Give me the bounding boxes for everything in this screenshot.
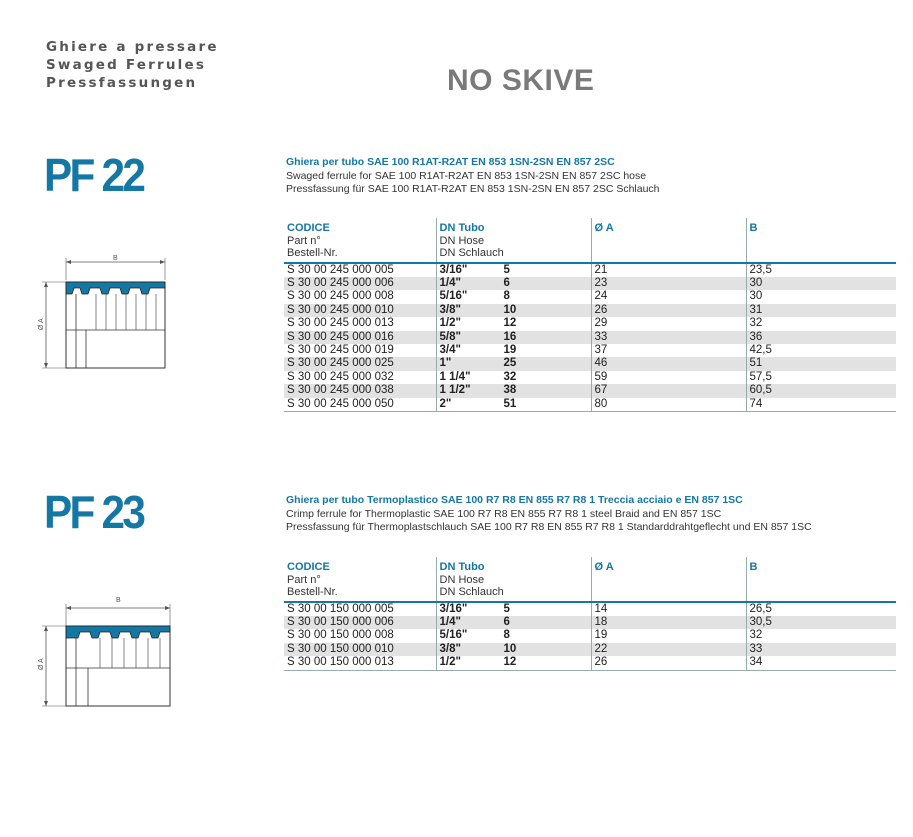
cell-part-number: S 30 00 150 000 008 xyxy=(284,629,436,642)
dimension-dia-a-label: Ø A xyxy=(38,318,45,330)
table-row xyxy=(284,304,896,317)
page-title: NO SKIVE xyxy=(447,64,595,97)
cell-dn xyxy=(436,277,591,290)
column-header-dia-a: Ø A xyxy=(591,557,746,602)
cell-b: 42,5 xyxy=(749,343,772,356)
cell-dn-size: 5 xyxy=(503,602,510,615)
description-italian: Ghiera per tubo SAE 100 R1AT-R2AT EN 853 1SN-2SN EN 857 2SC xyxy=(286,156,615,168)
cell-dia-a: 80 xyxy=(591,398,746,412)
cell-dia-a: 14 xyxy=(591,602,746,616)
cell-dn-size: 51 xyxy=(503,397,517,410)
table-row xyxy=(284,602,896,616)
dimension-b-label: B xyxy=(113,255,118,262)
cell-part-number: S 30 00 245 000 013 xyxy=(284,317,436,330)
table-row xyxy=(284,263,896,277)
description-german: Pressfassung für Thermoplastschlauch SAE 100 R7 R8 EN 855 R7 R8 1 Standarddrahtgeflecht und EN 857 1SC xyxy=(286,521,812,533)
table-header-row xyxy=(284,557,896,602)
cell-dn-size: 10 xyxy=(503,303,517,316)
cell-dia-a: 46 xyxy=(591,357,746,370)
cell-b: 51 xyxy=(749,357,763,370)
cell-b: 36 xyxy=(749,330,763,343)
cell-dn-size: 8 xyxy=(503,290,510,303)
cell-dia-a: 33 xyxy=(591,331,746,344)
cell-b: 23,5 xyxy=(749,263,772,276)
column-header-codice: CODICE Part n° Bestell-Nr. xyxy=(284,557,436,602)
cell-dn xyxy=(436,331,591,344)
table-row xyxy=(284,331,896,344)
cell-part-number: S 30 00 245 000 016 xyxy=(284,331,436,344)
cell-dia-a: 26 xyxy=(591,304,746,317)
cell-dn xyxy=(436,616,591,629)
cell-b: 60,5 xyxy=(749,384,772,397)
table-row xyxy=(284,384,896,397)
header-line-english: Swaged Ferrules xyxy=(46,57,207,73)
cell-part-number: S 30 00 245 000 050 xyxy=(284,398,436,412)
cell-dn-inch: 1/4" xyxy=(439,276,461,289)
cell-dia-a: 29 xyxy=(591,317,746,330)
header-titles xyxy=(46,38,219,92)
cell-b: 30,5 xyxy=(749,615,772,628)
cell-b: 32 xyxy=(749,317,763,330)
cell-b: 33 xyxy=(749,642,763,655)
cell-part-number: S 30 00 150 000 010 xyxy=(284,643,436,656)
cell-dia-a: 21 xyxy=(591,263,746,277)
cell-part-number: S 30 00 245 000 008 xyxy=(284,290,436,303)
cell-b: 26,5 xyxy=(749,602,772,615)
column-header-b: B xyxy=(749,222,758,234)
description-italian: Ghiera per tubo Termoplastico SAE 100 R7 R8 EN 855 R7 R8 1 Treccia acciaio e EN 857 1SC xyxy=(286,494,743,506)
table-header-row xyxy=(284,218,896,263)
cell-part-number: S 30 00 245 000 038 xyxy=(284,384,436,397)
cell-dia-a: 18 xyxy=(591,616,746,629)
column-header-dn: DN Tubo DN Hose DN Schlauch xyxy=(436,557,591,602)
ferrule-drawing-pf23 xyxy=(30,588,180,713)
cell-dn-inch: 5/16" xyxy=(439,629,468,642)
dimension-dia-a-label: Ø A xyxy=(38,658,45,670)
column-header-dia-a: Ø A xyxy=(591,218,746,263)
cell-dia-a: 37 xyxy=(591,344,746,357)
column-header-codice: CODICE Part n° Bestell-Nr. xyxy=(284,218,436,263)
cell-dn-inch: 5/8" xyxy=(439,330,461,343)
cell-dn-size: 6 xyxy=(503,615,510,628)
header-line-german: Pressfassungen xyxy=(46,75,198,91)
cell-dn xyxy=(436,290,591,303)
description-english: Crimp ferrule for Thermoplastic SAE 100 R7 R8 EN 855 R7 R8 1 steel Braid and EN 857 1SC xyxy=(286,507,722,520)
cell-dn xyxy=(436,304,591,317)
cell-dn-inch: 3/8" xyxy=(439,642,461,655)
cell-part-number: S 30 00 150 000 006 xyxy=(284,616,436,629)
cell-dn-size: 12 xyxy=(503,656,517,669)
table-row xyxy=(284,656,896,670)
cell-dn-inch: 3/8" xyxy=(439,303,461,316)
cell-dn-size: 5 xyxy=(503,263,510,276)
header-line-italian: Ghiere a pressare xyxy=(46,39,219,55)
cell-dn-inch: 2" xyxy=(439,397,452,410)
cell-dn xyxy=(436,263,591,277)
cell-dn xyxy=(436,384,591,397)
cell-dn xyxy=(436,357,591,370)
table-row xyxy=(284,616,896,629)
cell-part-number: S 30 00 245 000 005 xyxy=(284,263,436,277)
cell-dn-inch: 3/16" xyxy=(439,263,468,276)
cell-b: 57,5 xyxy=(749,370,772,383)
table-row xyxy=(284,277,896,290)
cell-dn-size: 32 xyxy=(503,370,517,383)
cell-dia-a: 19 xyxy=(591,629,746,642)
cell-dn xyxy=(436,398,591,412)
cell-dn xyxy=(436,629,591,642)
cell-part-number: S 30 00 245 000 010 xyxy=(284,304,436,317)
cell-b: 30 xyxy=(749,276,763,289)
table-row xyxy=(284,643,896,656)
cell-dia-a: 23 xyxy=(591,277,746,290)
cell-dn-inch: 3/4" xyxy=(439,343,461,356)
cell-dia-a: 26 xyxy=(591,656,746,670)
description-german: Pressfassung für SAE 100 R1AT-R2AT EN 853 1SN-2SN EN 857 2SC Schlauch xyxy=(286,183,660,195)
column-header-b: B xyxy=(749,561,758,573)
table-row xyxy=(284,398,896,412)
cell-dn xyxy=(436,371,591,384)
table-row xyxy=(284,629,896,642)
cell-dn xyxy=(436,317,591,330)
cell-dn-size: 19 xyxy=(503,343,517,356)
cell-dn-size: 6 xyxy=(503,276,510,289)
cell-dia-a: 59 xyxy=(591,371,746,384)
cell-dn-inch: 1 1/2" xyxy=(439,384,471,397)
cell-b: 74 xyxy=(746,398,896,412)
cell-dn-size: 25 xyxy=(503,357,517,370)
product-code-pf23: PF 23 xyxy=(44,486,144,538)
cell-dia-a: 24 xyxy=(591,290,746,303)
cell-dn-inch: 5/16" xyxy=(439,290,468,303)
cell-part-number: S 30 00 150 000 005 xyxy=(284,602,436,616)
cell-dn-inch: 1 1/4" xyxy=(439,370,471,383)
cell-dn xyxy=(436,643,591,656)
cell-dn-inch: 1/2" xyxy=(439,656,461,669)
spec-table-pf23 xyxy=(284,557,896,671)
cell-dn-size: 16 xyxy=(503,330,517,343)
cell-part-number: S 30 00 245 000 006 xyxy=(284,277,436,290)
cell-dn-inch: 1" xyxy=(439,357,452,370)
table-row xyxy=(284,317,896,330)
cell-dn-size: 12 xyxy=(503,317,517,330)
cell-dn-inch: 1/2" xyxy=(439,317,461,330)
ferrule-drawing-pf22 xyxy=(30,250,180,380)
cell-dia-a: 67 xyxy=(591,384,746,397)
description-english: Swaged ferrule for SAE 100 R1AT-R2AT EN 853 1SN-2SN EN 857 2SC hose xyxy=(286,169,647,182)
table-row xyxy=(284,371,896,384)
cell-part-number: S 30 00 150 000 013 xyxy=(284,656,436,670)
cell-b: 31 xyxy=(749,303,763,316)
cell-b: 34 xyxy=(746,656,896,670)
cell-part-number: S 30 00 245 000 032 xyxy=(284,371,436,384)
cell-dn-size: 38 xyxy=(503,384,517,397)
cell-dia-a: 22 xyxy=(591,643,746,656)
cell-dn-inch: 3/16" xyxy=(439,602,468,615)
cell-dn xyxy=(436,602,591,616)
cell-dn-inch: 1/4" xyxy=(439,615,461,628)
cell-dn-size: 10 xyxy=(503,642,517,655)
cell-part-number: S 30 00 245 000 025 xyxy=(284,357,436,370)
cell-b: 32 xyxy=(749,629,763,642)
table-row xyxy=(284,344,896,357)
column-header-dn: DN Tubo DN Hose DN Schlauch xyxy=(436,218,591,263)
table-row xyxy=(284,357,896,370)
description-pf23 xyxy=(286,494,812,535)
table-row xyxy=(284,290,896,303)
cell-dn xyxy=(436,344,591,357)
cell-b: 30 xyxy=(749,290,763,303)
cell-part-number: S 30 00 245 000 019 xyxy=(284,344,436,357)
spec-table-pf22 xyxy=(284,218,896,412)
dimension-b-label: B xyxy=(116,597,121,604)
cell-dn-size: 8 xyxy=(503,629,510,642)
cell-dn xyxy=(436,656,591,670)
description-pf22 xyxy=(286,156,660,197)
product-code-pf22: PF 22 xyxy=(44,149,144,201)
